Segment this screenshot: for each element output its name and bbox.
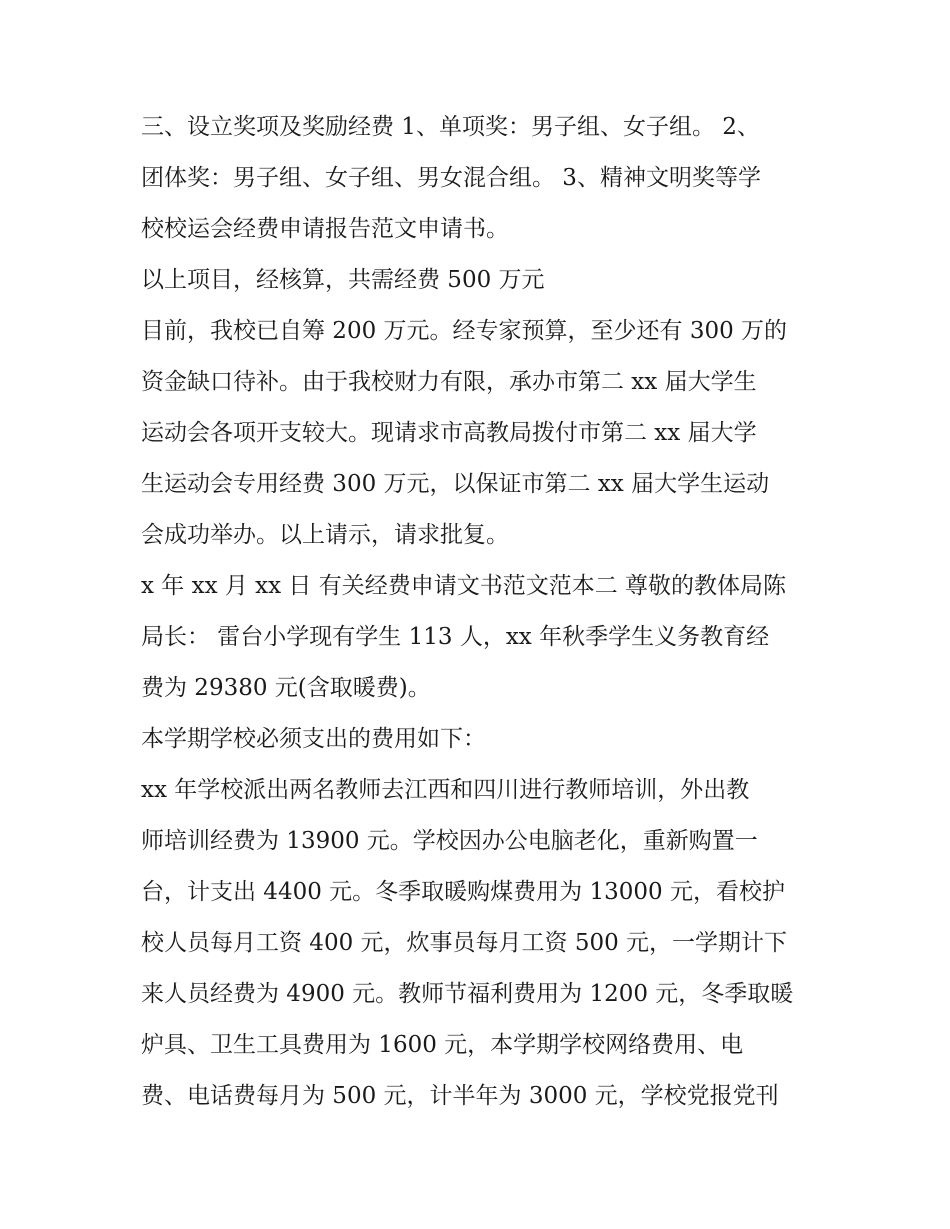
text-line: 炉具、卫生工具费用为 1600 元，本学期学校网络费用、电	[141, 1032, 744, 1058]
text-line: 校人员每月工资 400 元，炊事员每月工资 500 元，一学期计下	[141, 930, 788, 956]
text-line: 会成功举办。以上请示，请求批复。	[141, 522, 509, 548]
text-line: x 年 xx 月 xx 日 有关经费申请文书范文范本二 尊敬的教体局陈	[141, 573, 787, 599]
text-line: 三、设立奖项及奖励经费 1、单项奖：男子组、女子组。 2、	[141, 114, 760, 140]
text-line: 本学期学校必须支出的费用如下：	[141, 726, 486, 752]
text-line: 台，计支出 4400 元。冬季取暖购煤费用为 13000 元，看校护	[141, 879, 785, 905]
text-line: 目前，我校已自筹 200 万元。经专家预算，至少还有 300 万的	[141, 318, 788, 344]
text-line: 局长： 雷台小学现有学生 113 人，xx 年秋季学生义务教育经	[141, 624, 770, 650]
text-line: 费为 29380 元(含取暖费)。	[141, 675, 431, 701]
text-line: 以上项目，经核算，共需经费 500 万元	[141, 267, 545, 293]
text-line: xx 年学校派出两名教师去江西和四川进行教师培训，外出教	[141, 777, 750, 803]
document-body	[141, 102, 821, 1122]
text-line: 师培训经费为 13900 元。学校因办公电脑老化，重新购置一	[141, 828, 758, 854]
text-line: 生运动会专用经费 300 万元，以保证市第二 xx 届大学生运动	[141, 471, 770, 497]
text-line: 资金缺口待补。由于我校财力有限，承办市第二 xx 届大学生	[141, 369, 757, 395]
text-line: 校校运会经费申请报告范文申请书。	[141, 216, 509, 242]
text-line: 团体奖：男子组、女子组、男女混合组。 3、精神文明奖等学	[141, 165, 761, 191]
text-line: 费、电话费每月为 500 元，计半年为 3000 元，学校党报党刊	[141, 1083, 779, 1109]
text-line: 来人员经费为 4900 元。教师节福利费用为 1200 元，冬季取暖	[141, 981, 794, 1007]
text-line: 运动会各项开支较大。现请求市高教局拨付市第二 xx 届大学	[141, 420, 757, 446]
